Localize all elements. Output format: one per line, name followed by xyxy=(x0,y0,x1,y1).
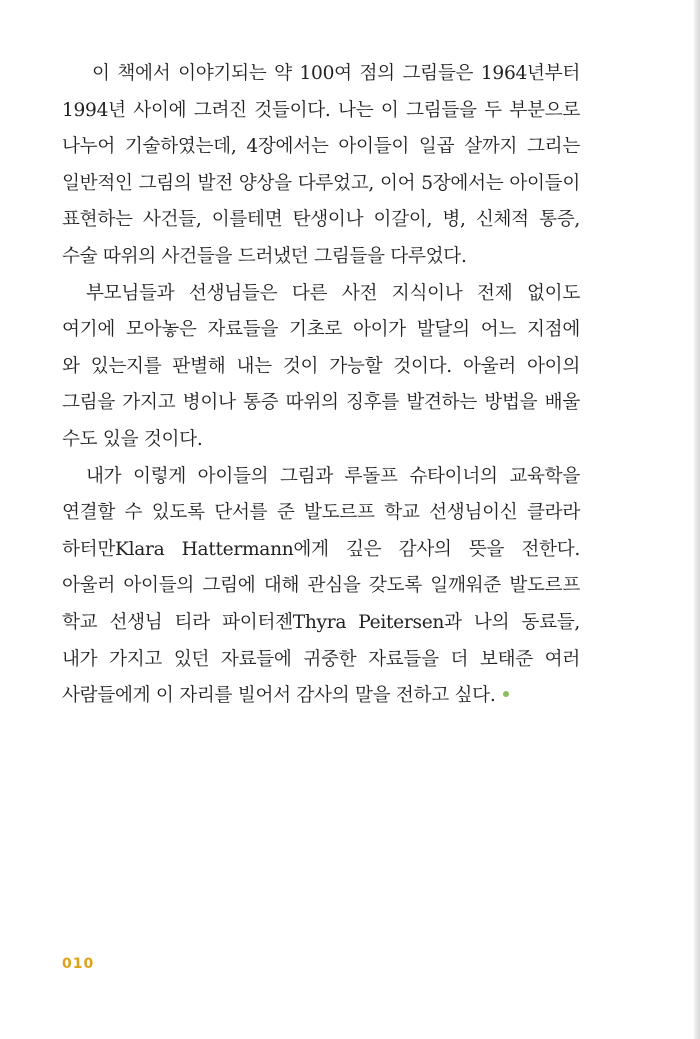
page-number: 010 xyxy=(62,956,95,972)
paragraph-line: 수술 따위의 사건들을 드러냈던 그림들을 다루었다. xyxy=(62,245,467,267)
paragraph-line: 와 있는지를 판별해 내는 것이 가능할 것이다. 아울러 아이의 xyxy=(62,355,580,377)
paragraph-line: 하터만Klara Hattermann에게 깊은 감사의 뜻을 전한다. xyxy=(62,538,580,560)
paragraph-line: 그림을 가지고 병이나 통증 따위의 징후를 발견하는 방법을 배울 xyxy=(62,392,580,414)
paragraph-line: 부모님들과 선생님들은 다른 사전 지식이나 전제 없이도 xyxy=(86,282,580,304)
paragraph-line-text: 사람들에게 이 자리를 빌어서 감사의 말을 전하고 싶다. xyxy=(62,685,496,707)
paragraph-line: 내가 이렇게 아이들의 그림과 루돌프 슈타이너의 교육학을 xyxy=(86,465,580,487)
paragraph-line: 여기에 모아놓은 자료들을 기초로 아이가 발달의 어느 지점에 xyxy=(62,319,580,341)
paragraph-line: 학교 선생님 티라 파이터젠Thyra Peitersen과 나의 동료들, xyxy=(62,611,580,633)
end-mark-dot-icon xyxy=(503,691,509,697)
paragraph-line: 표현하는 사건들, 이를테면 탄생이나 이갈이, 병, 신체적 통증, xyxy=(62,209,580,231)
paragraph-line: 일반적인 그림의 발전 양상을 다루었고, 이어 5장에서는 아이들이 xyxy=(62,172,580,194)
paragraph-line: 아울러 아이들의 그림에 대해 관심을 갖도록 일깨워준 발도르프 xyxy=(62,575,580,597)
paragraph-line: 나누어 기술하였는데, 4장에서는 아이들이 일곱 살까지 그리는 xyxy=(62,136,580,158)
paragraph-line: 수도 있을 것이다. xyxy=(62,428,203,450)
paragraph-line: 연결할 수 있도록 단서를 준 발도르프 학교 선생님이신 클라라 xyxy=(62,502,580,524)
paragraph-line: 내가 가지고 있던 자료들에 귀중한 자료들을 더 보태준 여러 xyxy=(62,648,580,670)
body-text xyxy=(62,56,580,715)
paragraph-line-final xyxy=(62,678,580,715)
paragraph-line: 이 책에서 이야기되는 약 100여 점의 그림들은 1964년부터 xyxy=(92,63,580,84)
page-edge-shadow xyxy=(694,0,700,1039)
paragraph-line: 1994년 사이에 그려진 것들이다. 나는 이 그림들을 두 부분으로 xyxy=(62,99,580,121)
